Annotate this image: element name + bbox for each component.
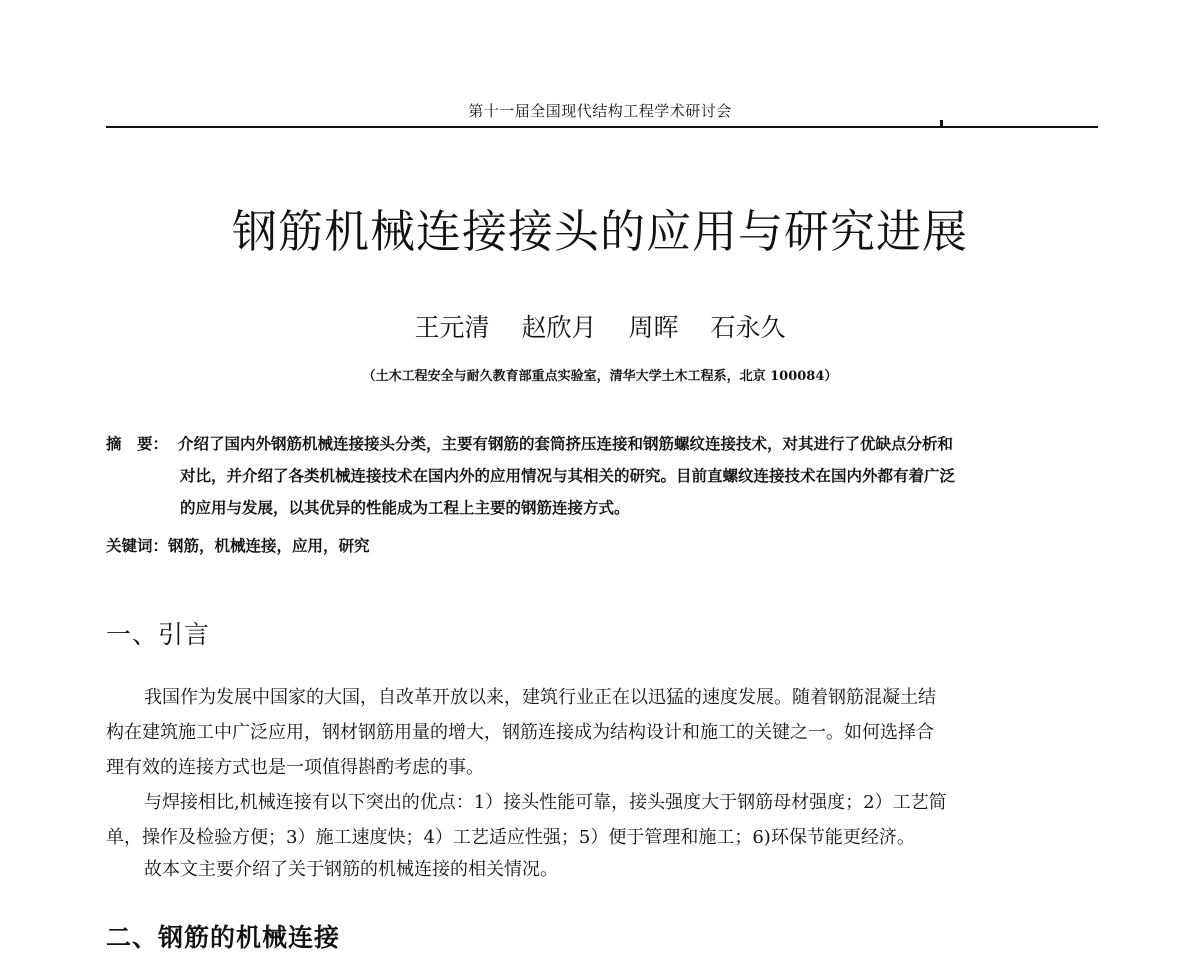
section-heading-mechanical-connection: 二、钢筋的机械连接 — [106, 923, 341, 952]
author-list — [0, 308, 1200, 344]
running-header: 第十一届全国现代结构工程学术研讨会 — [468, 102, 732, 120]
header-rule — [106, 126, 1098, 128]
paragraph-line: 单，操作及检验方便；3）施工速度快；4）工艺适应性强；5）便于管理和施工；6)环保节能更经济。 — [106, 827, 915, 848]
keywords-label: 关键词： — [106, 536, 169, 555]
abstract-label: 摘 要： — [106, 434, 169, 453]
paragraph-line: 故本文主要介绍了关于钢筋的机械连接的相关情况。 — [144, 859, 558, 880]
section-heading-introduction: 一、引言 — [106, 620, 211, 649]
paragraph-line: 构在建筑施工中广泛应用，钢材钢筋用量的增大，钢筋连接成为结构设计和施工的关键之一。如何选择合 — [106, 722, 934, 743]
paragraph-line: 理有效的连接方式也是一项值得斟酌考虑的事。 — [106, 757, 484, 778]
paper-title: 钢筋机械连接接头的应用与研究进展 — [231, 205, 968, 258]
author-name: 赵欣月 — [521, 313, 597, 342]
body-paragraph — [106, 680, 1098, 785]
author-name: 石永久 — [710, 313, 786, 342]
header-rule-mark — [940, 120, 943, 127]
author-name: 王元清 — [414, 313, 490, 342]
abstract-line: 对比，并介绍了各类机械连接技术在国内外的应用情况与其相关的研究。目前直螺纹连接技术在国内外都有着广泛 — [180, 466, 956, 485]
affiliation: （土木工程安全与耐久教育部重点实验室，清华大学土木工程系，北京 100084） — [362, 369, 838, 384]
keywords — [106, 534, 370, 556]
abstract — [106, 428, 1098, 524]
body-paragraph — [106, 785, 1098, 855]
author-name: 周晖 — [628, 313, 679, 342]
paragraph-line: 与焊接相比,机械连接有以下突出的优点：1）接头性能可靠，接头强度大于钢筋母材强度；2）工艺简 — [144, 792, 947, 813]
abstract-line — [106, 428, 1098, 460]
paragraph-line: 我国作为发展中国家的大国，自改革开放以来，建筑行业正在以迅猛的速度发展。随着钢筋混凝土结 — [144, 687, 936, 708]
body-paragraph — [106, 852, 1098, 887]
abstract-line: 的应用与发展，以其优异的性能成为工程上主要的钢筋连接方式。 — [180, 498, 630, 517]
keywords-text: 钢筋，机械连接，应用，研究 — [168, 536, 370, 555]
abstract-text: 介绍了国内外钢筋机械连接接头分类，主要有钢筋的套筒挤压连接和钢筋螺纹连接技术，对其进行了优缺点分析和 — [178, 434, 954, 453]
